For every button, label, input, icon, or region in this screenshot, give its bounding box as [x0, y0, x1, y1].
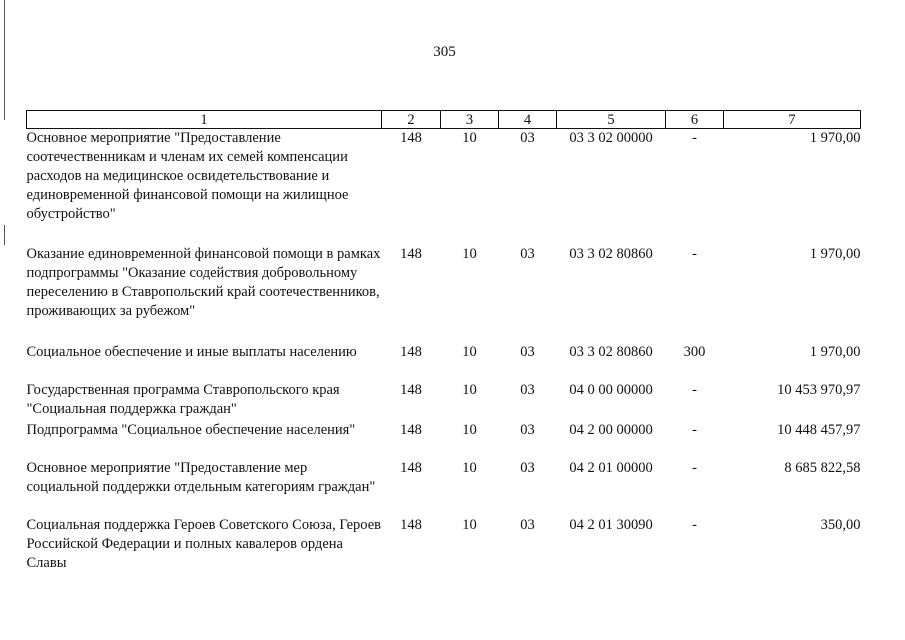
row-expense-type: - — [692, 246, 697, 262]
row-amount: 1 970,00 — [809, 130, 861, 146]
row-amount: 1 970,00 — [809, 246, 861, 262]
row-amount: 8 685 822,58 — [784, 460, 861, 476]
row-target-code: 03 3 02 80860 — [569, 344, 653, 360]
row-amount: 10 453 970,97 — [777, 382, 861, 398]
table-row — [27, 381, 861, 421]
table-row — [27, 421, 861, 459]
table-row — [27, 343, 861, 381]
column-header-4: 4 — [499, 111, 557, 129]
row-expense-type: - — [692, 517, 697, 533]
row-target-code: 03 3 02 80860 — [569, 246, 653, 262]
row-ministry-code: 148 — [400, 422, 422, 438]
row-section: 10 — [462, 130, 477, 146]
row-name: Основное мероприятие "Предоставление мер социальной поддержки отдельным категориям граждан" — [26, 460, 376, 495]
budget-table — [26, 110, 861, 573]
row-target-code: 04 2 01 30090 — [569, 517, 653, 533]
row-expense-type: - — [692, 382, 697, 398]
page-number: 305 — [433, 44, 456, 60]
header-row — [27, 111, 861, 129]
row-name: Государственная программа Ставропольского края "Социальная поддержка граждан" — [26, 382, 340, 417]
row-section: 10 — [462, 517, 477, 533]
row-amount: 10 448 457,97 — [777, 422, 861, 438]
row-subsection: 03 — [520, 517, 535, 533]
row-amount: 350,00 — [820, 517, 861, 533]
row-subsection: 03 — [520, 344, 535, 360]
row-section: 10 — [462, 382, 477, 398]
row-target-code: 04 2 00 00000 — [569, 422, 653, 438]
row-section: 10 — [462, 246, 477, 262]
row-expense-type: 300 — [683, 344, 706, 360]
table-row — [27, 516, 861, 573]
column-header-7: 7 — [724, 111, 861, 129]
row-subsection: 03 — [520, 382, 535, 398]
row-target-code: 04 0 00 00000 — [569, 382, 653, 398]
row-name: Подпрограмма "Социальное обеспечение населения" — [26, 422, 356, 438]
row-name: Основное мероприятие "Предоставление соотечественникам и членам их семей компенсации расходов на медицинское освидетельствование и единовременной финансовой помощи на жилищное обустройство" — [26, 130, 349, 222]
row-name: Социальная поддержка Героев Советского Союза, Героев Российской Федерации и полных кавалеров ордена Славы — [26, 517, 382, 571]
scan-edge-mark — [4, 225, 5, 245]
row-ministry-code: 148 — [400, 460, 422, 476]
row-expense-type: - — [692, 460, 697, 476]
row-subsection: 03 — [520, 460, 535, 476]
row-amount: 1 970,00 — [809, 344, 861, 360]
row-section: 10 — [462, 460, 477, 476]
table-row — [27, 129, 861, 246]
row-name: Социальное обеспечение и иные выплаты населению — [26, 344, 357, 360]
column-header-6: 6 — [666, 111, 724, 129]
row-subsection: 03 — [520, 130, 535, 146]
row-section: 10 — [462, 344, 477, 360]
row-section: 10 — [462, 422, 477, 438]
table-row — [27, 459, 861, 516]
row-target-code: 04 2 01 00000 — [569, 460, 653, 476]
row-subsection: 03 — [520, 246, 535, 262]
row-expense-type: - — [692, 130, 697, 146]
row-ministry-code: 148 — [400, 517, 422, 533]
row-expense-type: - — [692, 422, 697, 438]
column-header-5: 5 — [557, 111, 666, 129]
row-name: Оказание единовременной финансовой помощи в рамках подпрограммы "Оказание содействия добровольному переселению в Ставропольский край соотечественников, проживающих за рубежом" — [26, 246, 381, 319]
table-row — [27, 245, 861, 343]
row-ministry-code: 148 — [400, 130, 422, 146]
column-header-1: 1 — [27, 111, 382, 129]
column-header-2: 2 — [382, 111, 441, 129]
row-ministry-code: 148 — [400, 344, 422, 360]
row-target-code: 03 3 02 00000 — [569, 130, 653, 146]
row-subsection: 03 — [520, 422, 535, 438]
row-ministry-code: 148 — [400, 382, 422, 398]
row-ministry-code: 148 — [400, 246, 422, 262]
column-header-3: 3 — [441, 111, 499, 129]
